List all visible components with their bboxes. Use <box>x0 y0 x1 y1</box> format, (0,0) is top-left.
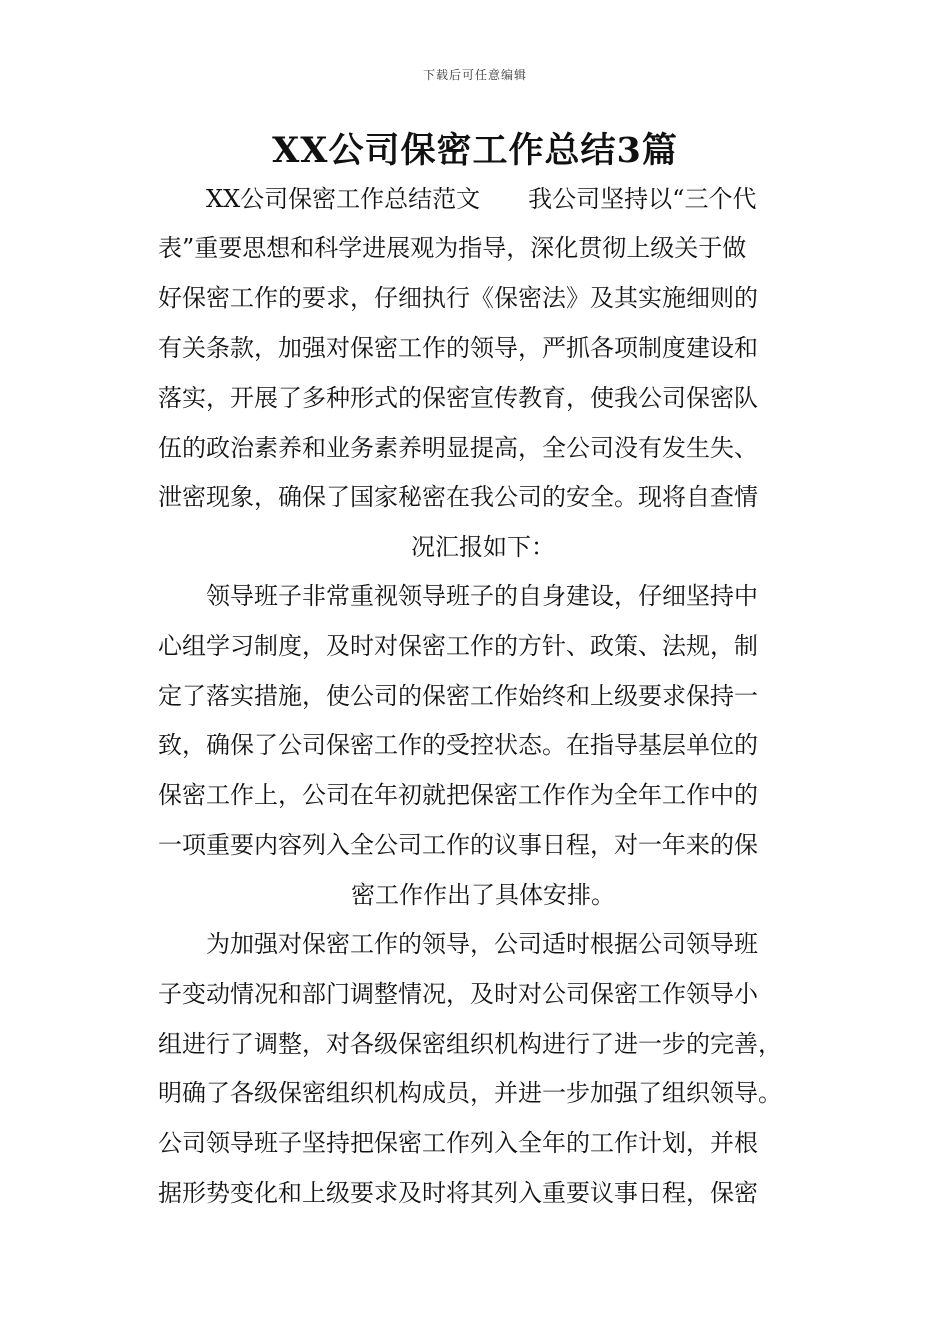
header-note: 下载后可任意编辑 <box>422 68 527 82</box>
paragraph-line: 表”重要思想和科学进展观为指导，深化贯彻上级关于做 <box>158 234 747 262</box>
paragraph-line: 有关条款，加强对保密工作的领导，严抓各项制度建设和 <box>158 334 758 362</box>
paragraph-line: 保密工作上，公司在年初就把保密工作作为全年工作中的 <box>158 781 758 809</box>
paragraph-line: 据形势变化和上级要求及时将其列入重要议事日程，保密 <box>158 1179 758 1207</box>
paragraph-line: 心组学习制度，及时对保密工作的方针、政策、法规，制 <box>158 632 758 660</box>
document-title: XX公司保密工作总结3篇 <box>272 130 678 171</box>
paragraph-line: 子变动情况和部门调整情况，及时对公司保密工作领导小 <box>158 980 758 1008</box>
paragraph-line: 密工作作出了具体安排。 <box>351 881 615 909</box>
paragraph-line: 定了落实措施，使公司的保密工作始终和上级要求保持一 <box>158 682 758 710</box>
paragraph-line: 落实，开展了多种形式的保密宣传教育，使我公司保密队 <box>158 384 758 412</box>
paragraph-line: 明确了各级保密组织机构成员，并进一步加强了组织领导。 <box>158 1079 782 1107</box>
paragraph-line: 一项重要内容列入全公司工作的议事日程，对一年来的保 <box>158 831 758 859</box>
paragraph-line: 伍的政治素养和业务素养明显提高，全公司没有发生失、 <box>158 434 758 462</box>
paragraph-line: 致，确保了公司保密工作的受控状态。在指导基层单位的 <box>158 731 758 759</box>
paragraph-line: XX公司保密工作总结范文 我公司坚持以“三个代 <box>206 185 757 213</box>
paragraph-line: 泄密现象，确保了国家秘密在我公司的安全。现将自查情 <box>158 483 758 511</box>
paragraph-line: 公司领导班子坚持把保密工作列入全年的工作计划，并根 <box>158 1129 758 1157</box>
paragraph-line: 好保密工作的要求，仔细执行《保密法》及其实施细则的 <box>158 284 758 312</box>
paragraph-line: 为加强对保密工作的领导，公司适时根据公司领导班 <box>206 930 758 958</box>
paragraph-line: 领导班子非常重视领导班子的自身建设，仔细坚持中 <box>206 582 758 610</box>
paragraph-line: 况汇报如下： <box>411 533 555 561</box>
paragraph-line: 组进行了调整，对各级保密组织机构进行了进一步的完善， <box>158 1030 782 1058</box>
